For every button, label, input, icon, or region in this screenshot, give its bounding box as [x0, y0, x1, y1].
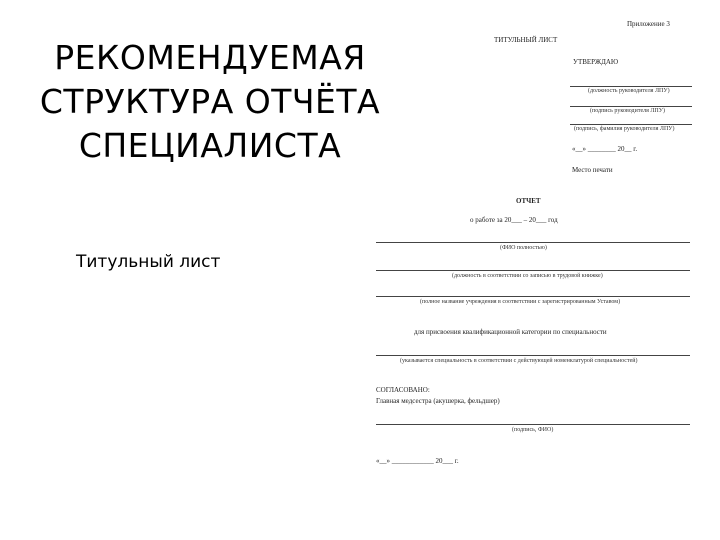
title-line-3: СПЕЦИАЛИСТА [78, 126, 342, 165]
title-line-1: РЕКОМЕНДУЕМАЯ [54, 38, 366, 77]
agreed-label: СОГЛАСОВАНО: [376, 386, 430, 394]
bullet-title-sheet: Титульный лист [76, 252, 221, 272]
head-nurse-label: Главная медсестра (акушерка, фельдшер) [376, 397, 500, 405]
title-sheet-heading: ТИТУЛЬНЫЙ ЛИСТ [494, 36, 558, 44]
head-signature-caption: (подпись руководителя ЛПУ) [590, 108, 666, 114]
position-line [376, 270, 690, 271]
category-text: для присвоения квалификационной категории по специальности [414, 328, 607, 336]
approve-label: УТВЕРЖДАЮ [573, 58, 619, 66]
slide-title [20, 36, 400, 168]
institution-line [376, 296, 690, 297]
head-name-caption: (подпись, фамилия руководителя ЛПУ) [574, 126, 675, 132]
stamp-place: Место печати [572, 166, 613, 174]
fio-line [376, 242, 690, 243]
head-position-caption: (должность руководителя ЛПУ) [588, 88, 670, 94]
appendix-label: Приложение 3 [627, 20, 670, 28]
approve-date: «__» ________ 20__ г. [572, 145, 638, 153]
title-line-2: СТРУКТУРА ОТЧЁТА [39, 82, 381, 121]
signature-caption: (подпись, ФИО) [512, 427, 554, 433]
report-title: ОТЧЕТ [516, 197, 541, 205]
head-name-line [570, 124, 692, 125]
head-position-line [570, 86, 692, 87]
report-period: о работе за 20___ – 20___ год [470, 216, 558, 224]
signature-line [376, 424, 690, 425]
bottom-date: «__» ____________ 20___ г. [376, 457, 459, 465]
title-sheet-document [360, 0, 700, 540]
specialty-caption: (указывается специальность в соответствии с действующей номенклатурой специальностей) [400, 358, 638, 364]
specialty-line [376, 355, 690, 356]
position-caption: (должность в соответствии со записью в трудовой книжке) [452, 273, 603, 279]
institution-caption: (полное название учреждения в соответствии с зарегистрированным Уставом) [420, 299, 621, 305]
fio-caption: (ФИО полностью) [500, 245, 547, 251]
head-signature-line [570, 106, 692, 107]
